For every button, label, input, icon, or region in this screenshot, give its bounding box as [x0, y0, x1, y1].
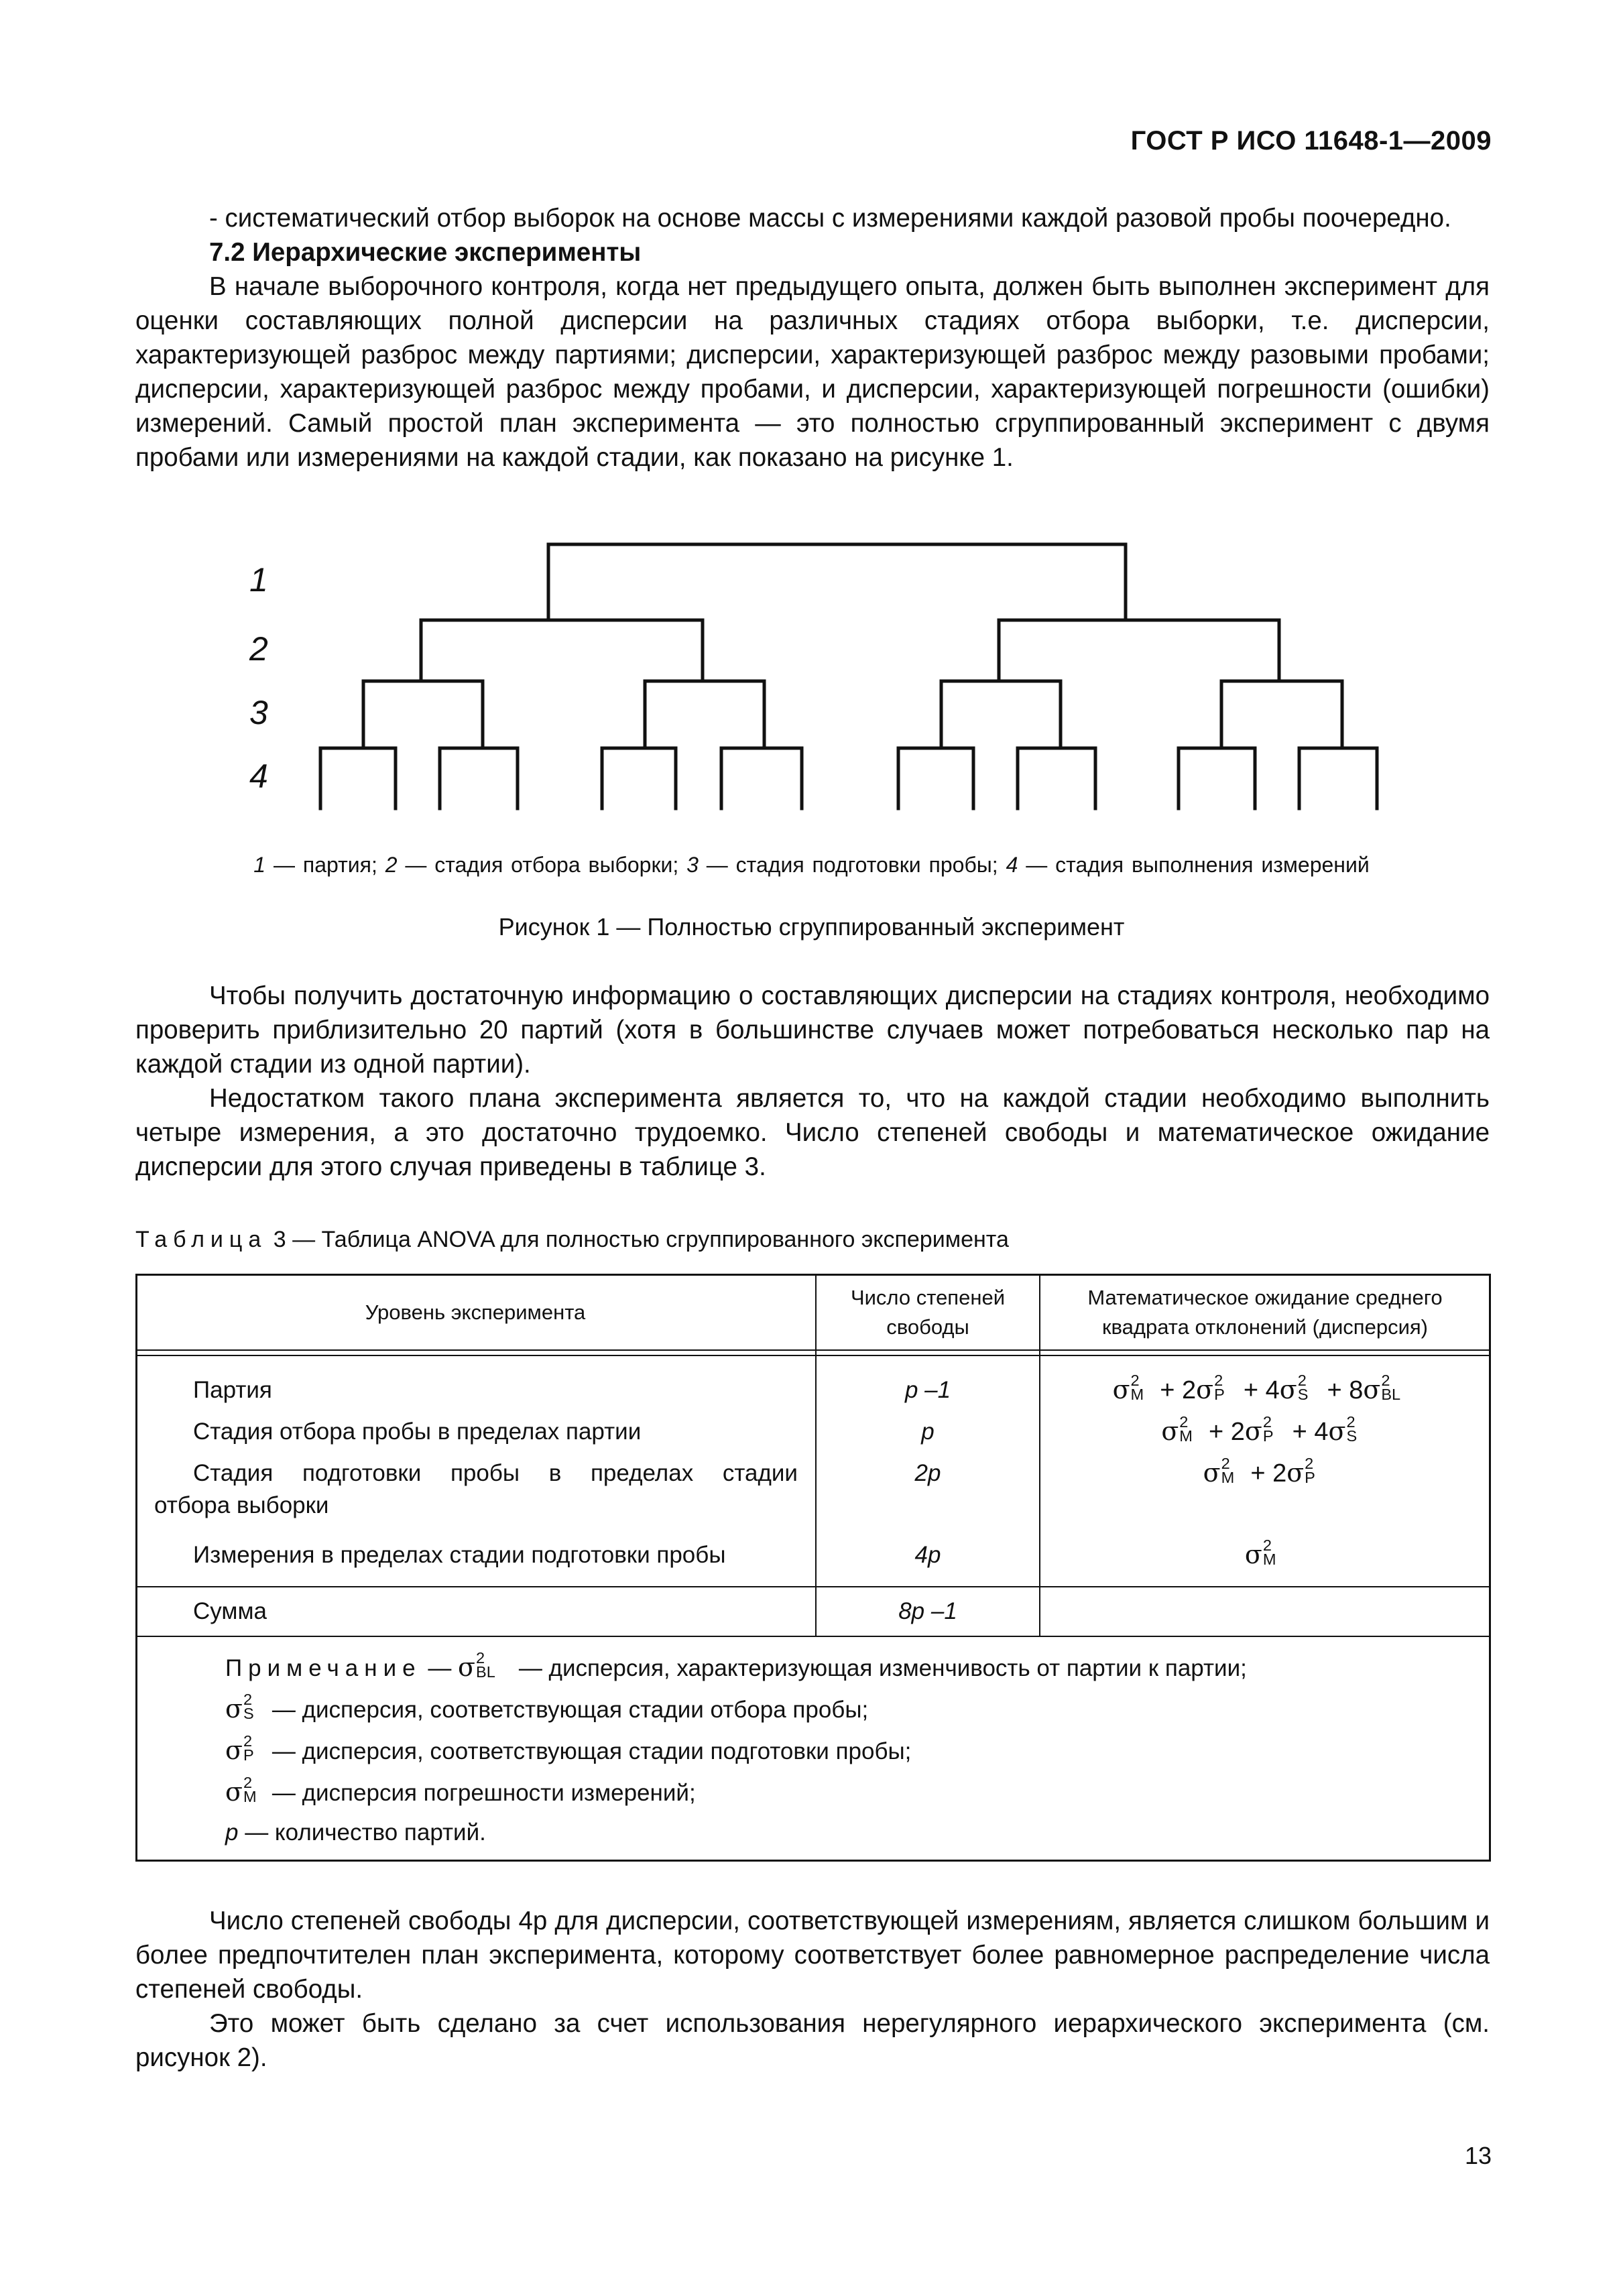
table-caption-label: Таблица — [135, 1227, 267, 1252]
row-preparation-ems — [1040, 1456, 1490, 1490]
level-label-4: 4 — [249, 758, 268, 795]
header-df-line1: Число степеней — [850, 1286, 1006, 1309]
figure-legend — [0, 853, 1623, 878]
row-measurement-label: Измерения в пределах стадии подготовки пробы — [193, 1542, 726, 1568]
note-line-1 — [225, 1650, 1247, 1685]
note-line-4 — [225, 1775, 696, 1809]
row-sampling-df-value: p — [921, 1418, 935, 1445]
note-rule — [135, 1636, 1491, 1637]
table-border-bottom — [135, 1860, 1491, 1862]
row-measurement-ems — [1040, 1538, 1490, 1571]
plus-sign: + — [1319, 1376, 1349, 1404]
legend-num-1: 1 — [253, 853, 266, 877]
note-p-text: — дисперсия, соответствующая стадии подготовки пробы; — [265, 1738, 912, 1764]
sup-2: 2 — [1305, 1455, 1314, 1473]
header-degrees-of-freedom — [817, 1283, 1039, 1342]
sigma-symbol: σ — [1203, 1458, 1221, 1488]
plus-sign: + — [1152, 1376, 1183, 1404]
nested-experiment-tree-diagram — [0, 0, 1623, 845]
plus-sign: + — [1243, 1459, 1273, 1488]
sub-p: P — [1214, 1386, 1225, 1404]
paragraph-systematic-sampling: - систематический отбор выборок на основе массы с измерениями каждой разовой пробы поочередно. — [209, 204, 1451, 233]
sub-p: P — [243, 1746, 254, 1764]
row-measurement-df-value: 4p — [914, 1542, 941, 1568]
plus-sign: + — [1201, 1418, 1231, 1446]
sub-s: S — [243, 1705, 254, 1723]
sigma-symbol: σ — [1196, 1375, 1214, 1404]
plus-sign: + — [1236, 1376, 1266, 1404]
row-batch-df — [817, 1374, 1039, 1406]
level-label-1: 1 — [249, 561, 268, 599]
header-rule-2 — [135, 1355, 1491, 1356]
row-sampling-df — [817, 1416, 1039, 1448]
note-bl-text: — дисперсия, характеризующая изменчивость от партии к партии; — [512, 1655, 1247, 1681]
row-preparation-label — [154, 1457, 798, 1522]
row-sampling-ems — [1040, 1414, 1490, 1448]
sigma-symbol: σ — [1328, 1416, 1346, 1446]
document-id-header: ГОСТ Р ИСО 11648-1—2009 — [1130, 126, 1492, 156]
note-label: Примечание — [225, 1655, 422, 1681]
post-table-text-block — [135, 1904, 1490, 2075]
table-border-top — [135, 1274, 1491, 1276]
row-preparation-line1: Стадия подготовки пробы в пределах стадии — [193, 1460, 798, 1486]
sub-p: P — [1262, 1427, 1274, 1445]
legend-num-2: 2 — [385, 853, 398, 877]
header-rule-1 — [135, 1349, 1491, 1351]
header-level: Уровень эксперимента — [365, 1301, 586, 1324]
figure-caption: Рисунок 1 — Полностью сгруппированный эксперимент — [498, 913, 1125, 941]
sup-2: 2 — [1262, 1536, 1272, 1555]
sub-bl: BL — [476, 1663, 495, 1681]
header-ems-line2: квадрата отклонений (дисперсия) — [1101, 1315, 1428, 1339]
row-batch-df-value: p –1 — [904, 1377, 951, 1403]
sigma-symbol: σ — [1279, 1375, 1297, 1404]
note-count-text: — количество партий. — [238, 1819, 486, 1846]
table-border-left — [135, 1274, 137, 1862]
page-number: 13 — [1464, 2142, 1492, 2169]
sup-2: 2 — [243, 1732, 253, 1750]
sup-2: 2 — [1297, 1372, 1307, 1390]
legend-text-4: — стадия выполнения измерений — [1018, 853, 1370, 877]
coef-8: 8 — [1349, 1376, 1364, 1404]
sub-m: M — [1262, 1551, 1276, 1569]
legend-num-3: 3 — [686, 853, 699, 877]
row-sum-df — [817, 1595, 1039, 1628]
legend-num-4: 4 — [1006, 853, 1018, 877]
table-caption-text: 3 — Таблица ANOVA для полностью сгруппированного эксперимента — [267, 1227, 1009, 1252]
note-line-5 — [225, 1817, 486, 1849]
sup-2: 2 — [243, 1691, 253, 1709]
legend-text-2: — стадия отбора выборки; — [397, 853, 687, 877]
coef-2: 2 — [1182, 1376, 1197, 1404]
paragraph-sufficient-info: Чтобы получить достаточную информацию о составляющих дисперсии на стадиях контроля, необходимо проверить приблизительно 20 партий (хотя в большинстве случаев может потребоваться несколько пар на каждой стадии из одной партии). — [135, 981, 1490, 1079]
sub-bl: BL — [1381, 1386, 1401, 1404]
sigma-symbol: σ — [225, 1777, 243, 1807]
sup-2: 2 — [1262, 1413, 1272, 1431]
sup-2: 2 — [243, 1774, 253, 1792]
sub-s: S — [1297, 1386, 1309, 1404]
plus-sign: + — [1285, 1418, 1315, 1446]
sup-2: 2 — [1346, 1413, 1356, 1431]
note-p-symbol: p — [225, 1819, 239, 1846]
sub-m: M — [243, 1788, 257, 1806]
sigma-symbol: σ — [1286, 1458, 1305, 1488]
note-line-3 — [225, 1734, 911, 1768]
paragraph-degrees-of-freedom: Число степеней свободы 4p для дисперсии, соответствующей измерениям, является слишком большим и более предпочтителен план эксперимента, которому соответствует более равномерное распределение числа степеней свободы. — [135, 1907, 1490, 2004]
row-batch-ems — [1040, 1373, 1490, 1406]
sigma-symbol: σ — [1244, 1540, 1262, 1569]
level-label-2: 2 — [249, 630, 268, 668]
sigma-symbol: σ — [1363, 1375, 1381, 1404]
sigma-symbol: σ — [458, 1652, 475, 1682]
post-figure-text-block — [135, 979, 1490, 1184]
sigma-symbol: σ — [1244, 1416, 1262, 1446]
note-m-text: — дисперсия погрешности измерений; — [265, 1780, 696, 1806]
sigma-symbol: σ — [1112, 1375, 1130, 1404]
legend-text-1: — партия; — [265, 853, 385, 877]
row-preparation-line2: отбора выборки — [154, 1492, 329, 1518]
level-label-3: 3 — [249, 694, 268, 731]
anova-table — [135, 1274, 1491, 2266]
sigma-symbol: σ — [1161, 1416, 1179, 1446]
coef-4: 4 — [1314, 1418, 1329, 1446]
row-preparation-df — [817, 1457, 1039, 1490]
sub-s: S — [1346, 1427, 1358, 1445]
row-sum-df-value: 8p –1 — [898, 1598, 957, 1624]
sup-2: 2 — [1221, 1455, 1230, 1473]
sub-m: M — [1130, 1386, 1144, 1404]
row-batch-label: Партия — [193, 1377, 272, 1403]
paragraph-hierarchical-intro: В начале выборочного контроля, когда нет предыдущего опыта, должен быть выполнен эксперимент для оценки составляющих полной дисперсии на различных стадиях отбора выборки, т.е. дисперсии, характеризующей разброс между партиями; дисперсии, характеризующей разброс между разовыми пробами; дисперсии, характеризующей разброс между пробами, и дисперсии, характеризующей погрешности (ошибки) измерений. Самый простой план эксперимента — это полностью сгруппированный эксперимент с двумя пробами или измерениями на каждой стадии, как показано на рисунке 1. — [135, 272, 1490, 472]
coef-2: 2 — [1272, 1459, 1287, 1488]
sigma-symbol: σ — [225, 1736, 243, 1765]
note-line-2 — [225, 1692, 868, 1726]
note-dash: — — [421, 1655, 459, 1681]
sum-rule — [135, 1586, 1491, 1587]
sub-p: P — [1305, 1469, 1315, 1487]
sup-2: 2 — [1179, 1413, 1189, 1431]
row-sum-label: Сумма — [193, 1598, 267, 1624]
row-preparation-df-value: 2p — [914, 1460, 941, 1486]
row-sampling-label: Стадия отбора пробы в пределах партии — [193, 1418, 642, 1445]
row-measurement-df — [817, 1539, 1039, 1571]
sub-m: M — [1179, 1427, 1193, 1445]
header-ems-line1: Математическое ожидание среднего — [1087, 1286, 1443, 1309]
sup-2: 2 — [476, 1649, 485, 1667]
sup-2: 2 — [1214, 1372, 1223, 1390]
legend-text-3: — стадия подготовки пробы; — [698, 853, 1006, 877]
section-title: 7.2 Иерархические эксперименты — [209, 238, 642, 267]
paragraph-irregular-experiment: Это может быть сделано за счет использования нерегулярного иерархического эксперимента (см. рисунок 2). — [135, 2009, 1490, 2072]
sup-2: 2 — [1381, 1372, 1390, 1390]
table-caption — [135, 1227, 1009, 1253]
paragraph-plan-drawback: Недостатком такого плана эксперимента является то, что на каждой стадии необходимо выполнить четыре измерения, а это достаточно трудоемко. Число степеней свободы и математическое ожидание дисперсии для этого случая приведены в таблице 3. — [135, 1084, 1490, 1181]
header-df-line2: свободы — [886, 1315, 969, 1339]
sup-2: 2 — [1130, 1372, 1140, 1390]
sub-m: M — [1221, 1469, 1235, 1487]
coef-2: 2 — [1230, 1418, 1245, 1446]
note-s-text: — дисперсия, соответствующая стадии отбора пробы; — [265, 1697, 869, 1723]
header-expected-mean-square — [1040, 1283, 1490, 1342]
sigma-symbol: σ — [225, 1694, 243, 1724]
coef-4: 4 — [1265, 1376, 1280, 1404]
